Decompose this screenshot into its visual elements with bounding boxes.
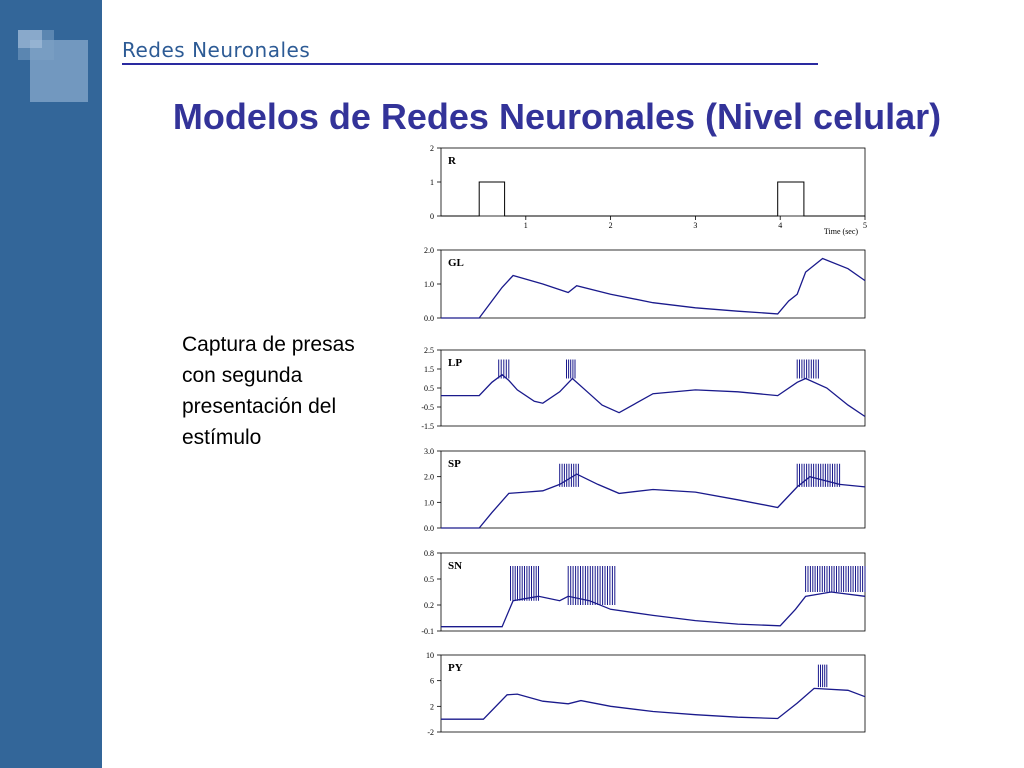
x-axis-label: Time (sec): [823, 227, 859, 236]
y-tick-label: 0.5: [424, 384, 434, 393]
trace-line: [441, 592, 865, 627]
trace-line: [441, 688, 865, 719]
plot-panel-py: [426, 651, 865, 737]
y-tick-label: 6: [430, 676, 434, 686]
panel-label: R: [448, 155, 456, 167]
y-tick-label: 0.2: [424, 601, 434, 610]
x-tick-label: 1: [523, 221, 528, 230]
spike-burst: [511, 566, 539, 601]
y-tick-label: 0.0: [424, 524, 434, 533]
plot-panel-sn: [421, 549, 865, 636]
y-tick-label: -0.5: [421, 403, 434, 412]
y-tick-label: 2.0: [424, 472, 434, 482]
y-tick-label: 1.0: [424, 498, 434, 508]
spike-burst: [567, 360, 576, 379]
y-tick-label: 2.5: [424, 346, 434, 355]
y-tick-label: 0.8: [424, 549, 434, 558]
y-tick-label: 0.5: [424, 575, 434, 584]
page-title: Modelos de Redes Neuronales (Nivel celular): [172, 96, 942, 137]
panel-label: GL: [448, 257, 464, 269]
x-tick-label: 5: [863, 221, 867, 230]
panel-label: PY: [448, 662, 463, 674]
trace-line: [441, 259, 865, 319]
y-tick-label: 10: [426, 651, 434, 660]
y-tick-label: 2: [430, 144, 434, 153]
spike-burst: [806, 566, 865, 592]
x-tick-label: 4: [778, 221, 783, 230]
y-tick-label: 2.0: [424, 246, 434, 255]
spike-burst: [818, 665, 826, 688]
x-tick-label: 2: [608, 221, 613, 230]
y-tick-label: 0.0: [424, 314, 434, 323]
y-tick-label: -1.5: [421, 422, 434, 431]
spike-burst: [797, 464, 839, 487]
plot-panel-sp: [424, 447, 865, 533]
x-tick-label: 3: [693, 221, 698, 230]
caption-text: Captura de presas con segunda presentación del estímulo: [182, 333, 355, 449]
section-title: Redes Neuronales: [122, 38, 311, 62]
plot-panel-gl: [424, 246, 865, 323]
trace-line: [441, 182, 865, 216]
y-tick-label: 2: [430, 702, 434, 712]
y-tick-label: -2: [427, 728, 434, 737]
trace-line: [441, 375, 865, 417]
y-tick-label: 1.5: [424, 365, 434, 374]
y-tick-label: 1.0: [424, 280, 434, 289]
panel-label: SN: [448, 560, 463, 572]
plot-panel-r: [430, 144, 867, 236]
y-tick-label: -0.1: [421, 627, 434, 636]
spike-burst: [560, 464, 579, 487]
y-tick-label: 1: [430, 178, 434, 187]
panel-label: LP: [448, 357, 463, 369]
plot-panel-lp: [421, 346, 865, 431]
y-tick-label: 3.0: [424, 447, 434, 456]
panel-label: SP: [448, 458, 461, 470]
spike-burst: [797, 360, 818, 379]
spike-burst: [568, 566, 615, 605]
plot-frame: [441, 655, 865, 732]
y-tick-label: 0: [430, 212, 434, 221]
